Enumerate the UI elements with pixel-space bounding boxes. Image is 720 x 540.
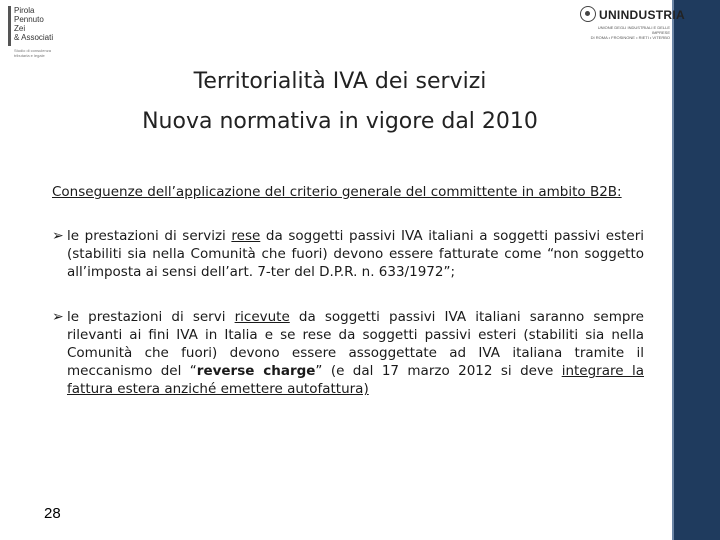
bullet2-underlined: ricevute [234,309,290,325]
slide-content [52,183,644,425]
arrow-bullet-icon: ➢ [52,309,64,325]
title-line-1: Territorialità IVA dei servizi [193,69,487,94]
seal-icon [580,6,596,22]
page-number: 28 [44,505,61,522]
bullet1-text-b: da soggetti passivi IVA italiani a soggetti passivi esteri (stabiliti sia nella Comunità che fuori) devono essere fatturate come “non soggetto all’imposta ai sensi dell’art. 7-ter del D.P.R. n. 633/1972”; [67,228,644,280]
logo-tagline: Studio di consulenza tributaria e legale [14,48,51,58]
slide-title [110,62,570,142]
intro-text: Conseguenze dell’applicazione del criterio generale del committente in ambito B2B: [52,184,622,200]
bullet2-text-b: da soggetti passivi IVA italiani saranno sempre rilevanti ai fini IVA in Italia e se rese da soggetti passivi esteri (stabiliti sia nella Comunità che fuori) devono essere assoggettate ad IVA italiana tramite il meccanismo del “ [67,309,644,379]
bullet2-underlined-end: integrare la fattura estera anziché emettere autofattura) [67,363,644,397]
logo-brand: UNINDUSTRIA [599,8,685,22]
right-sidebar-bar [672,0,720,540]
bullet-item-2 [52,308,644,398]
pirola-logo [8,6,78,62]
bullet2-bold: reverse charge [196,363,316,379]
arrow-bullet-icon: ➢ [52,228,64,244]
bullet1-underlined: rese [231,228,261,244]
unindustria-logo [580,6,685,46]
bullet2-text-a: le prestazioni di servi [67,309,235,325]
logo-mark [8,6,11,46]
logo-firm-name: Pirola Pennuto Zei & Associati [14,6,54,42]
bullet-item-1 [52,227,644,281]
logo-subtitle: UNIONE DEGLI INDUSTRIALI E DELLE IMPRESE DI ROMA • FROSINONE • RIETI • VITERBO [590,25,670,40]
title-line-2: Nuova normativa in vigore dal 2010 [142,109,538,134]
bullet1-text-a: le prestazioni di servizi [67,228,232,244]
bullet2-text-c: ” (e dal 17 marzo 2012 si deve [315,363,562,379]
